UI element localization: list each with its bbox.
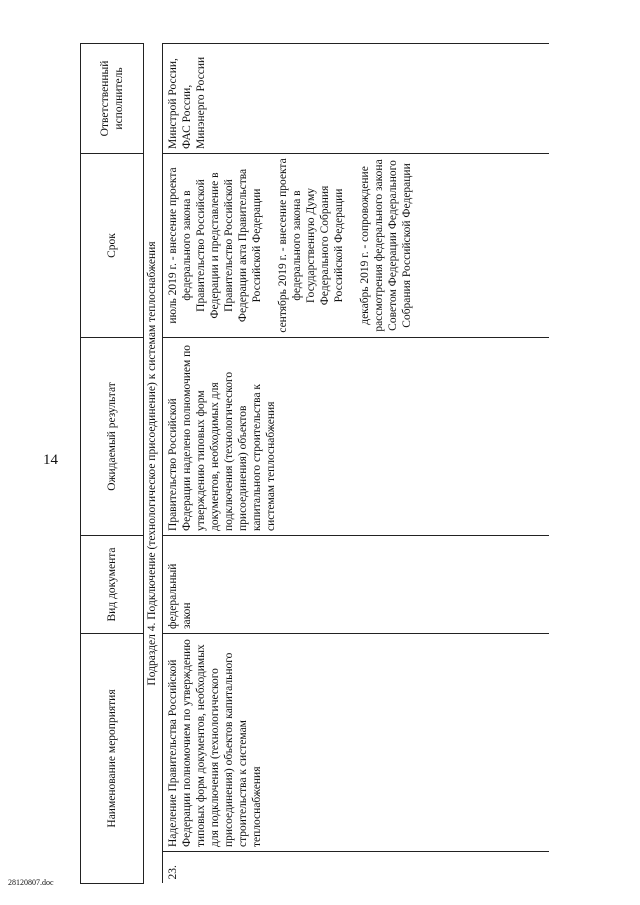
header-term: Срок: [81, 153, 144, 337]
row-name: Наделение Правительства Российской Федерации полномочием по утверждению типовых форм документов, необходимых для подключения (технологического присоединения) объектов капитального строительства к системам теплоснабжения: [163, 633, 550, 851]
row-result: Правительство Российской Федерации наделено полномочием по утверждению типовых форм документов, необходимых для подключения (технологического присоединения) объектов капитального строительства к системам теплоснабжения: [163, 337, 550, 535]
term-july: июль 2019 г. - внесение проекта федерального закона в Правительство Российской Федерации и представление в Правительство Российской Федерации акта Правительства Российской Федерации: [167, 167, 263, 324]
row-doc-type: федеральный закон: [163, 535, 550, 633]
page-number: 14: [43, 452, 58, 468]
table-row: [163, 43, 550, 883]
header-result: Ожидаемый результат: [81, 337, 144, 535]
term-december: декабрь 2019 г. - сопровождение рассмотрения федерального закона Советом Федерации Федерального Собрания Российской Федерации: [359, 159, 413, 332]
subsection-title: Подраздел 4. Подключение (технологическое присоединение) к системам теплоснабжения: [144, 43, 163, 883]
row-number: 23.: [163, 852, 550, 884]
header-doc-type: Вид документа: [81, 535, 144, 633]
table-header-row: [81, 43, 144, 883]
row-term: [163, 153, 550, 337]
term-september: сентябрь 2019 г. - внесение проекта федерального закона в Государственную Думу Федерального Собрания Российской Федерации: [277, 158, 345, 333]
rotated-table-container: [80, 44, 600, 884]
document-code: 28120807.doc: [8, 878, 54, 887]
header-responsible: Ответственный исполнитель: [81, 43, 144, 153]
row-responsible: Минстрой России, ФАС России, Минэнерго России: [163, 43, 550, 153]
header-name: Наименование мероприятия: [81, 633, 144, 883]
measures-table: [80, 43, 549, 884]
